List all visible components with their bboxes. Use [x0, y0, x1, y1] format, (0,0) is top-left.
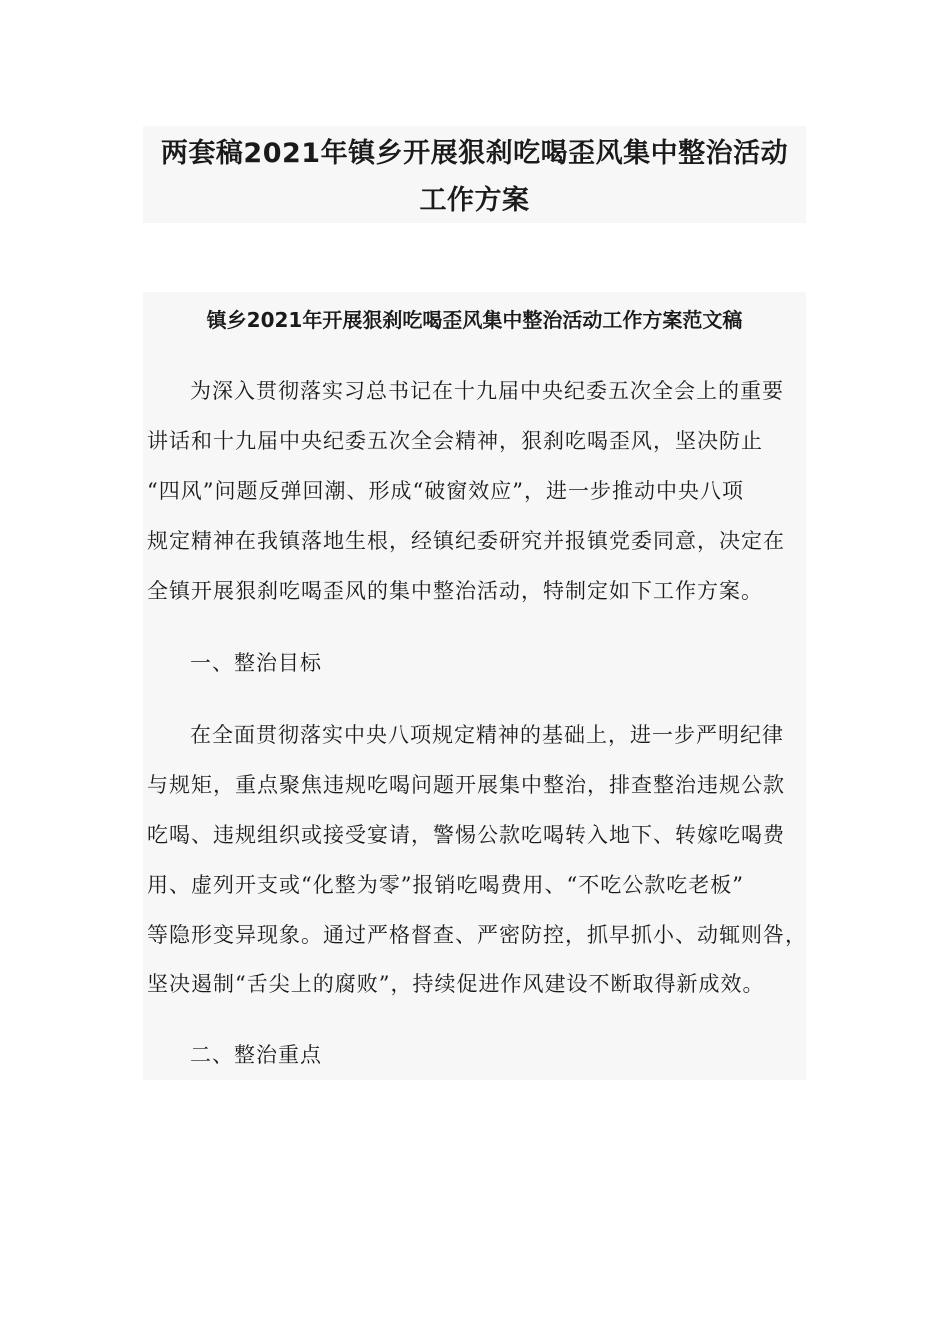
intro-line-4: 规定精神在我镇落地生根，经镇纪委研究并报镇党委同意，决定在	[147, 529, 785, 553]
section-1-line-6: 坚决遏制“舌尖上的腐败”，持续促进作风建设不断取得新成效。	[147, 972, 765, 996]
intro-line-1: 为深入贯彻落实习总书记在十九届中央纪委五次全会上的重要	[190, 379, 784, 403]
section-1-line-2: 与规矩，重点聚焦违规吃喝问题开展集中整治，排查整治违规公款	[147, 773, 785, 797]
title-line-2: 工作方案	[419, 185, 530, 216]
intro-line-5: 全镇开展狠刹吃喝歪风的集中整治活动，特制定如下工作方案。	[147, 579, 763, 603]
section-2-heading: 二、整治重点	[190, 1043, 322, 1067]
document-body	[143, 292, 806, 1080]
title-line-1: 两套稿2021年镇乡开展狠刹吃喝歪风集中整治活动	[160, 138, 789, 169]
section-1-line-4: 用、虚列开支或“化整为零”报销吃喝费用、“不吃公款吃老板”	[147, 873, 744, 897]
document-title	[143, 126, 806, 223]
section-1-heading: 一、整治目标	[190, 651, 322, 675]
section-1-line-3: 吃喝、违规组织或接受宴请，警惕公款吃喝转入地下、转嫁吃喝费	[147, 823, 785, 847]
section-1-line-5: 等隐形变异现象。通过严格督查、严密防控，抓早抓小、动辄则咎，	[147, 923, 807, 947]
section-1-line-1: 在全面贯彻落实中央八项规定精神的基础上，进一步严明纪律	[190, 723, 784, 747]
intro-line-2: 讲话和十九届中央纪委五次全会精神，狠刹吃喝歪风，坚决防止	[147, 429, 763, 453]
intro-line-3: “四风”问题反弹回潮、形成“破窗效应”，进一步推动中央八项	[147, 479, 744, 503]
document-subtitle: 镇乡2021年开展狠刹吃喝歪风集中整治活动工作方案范文稿	[206, 308, 743, 332]
